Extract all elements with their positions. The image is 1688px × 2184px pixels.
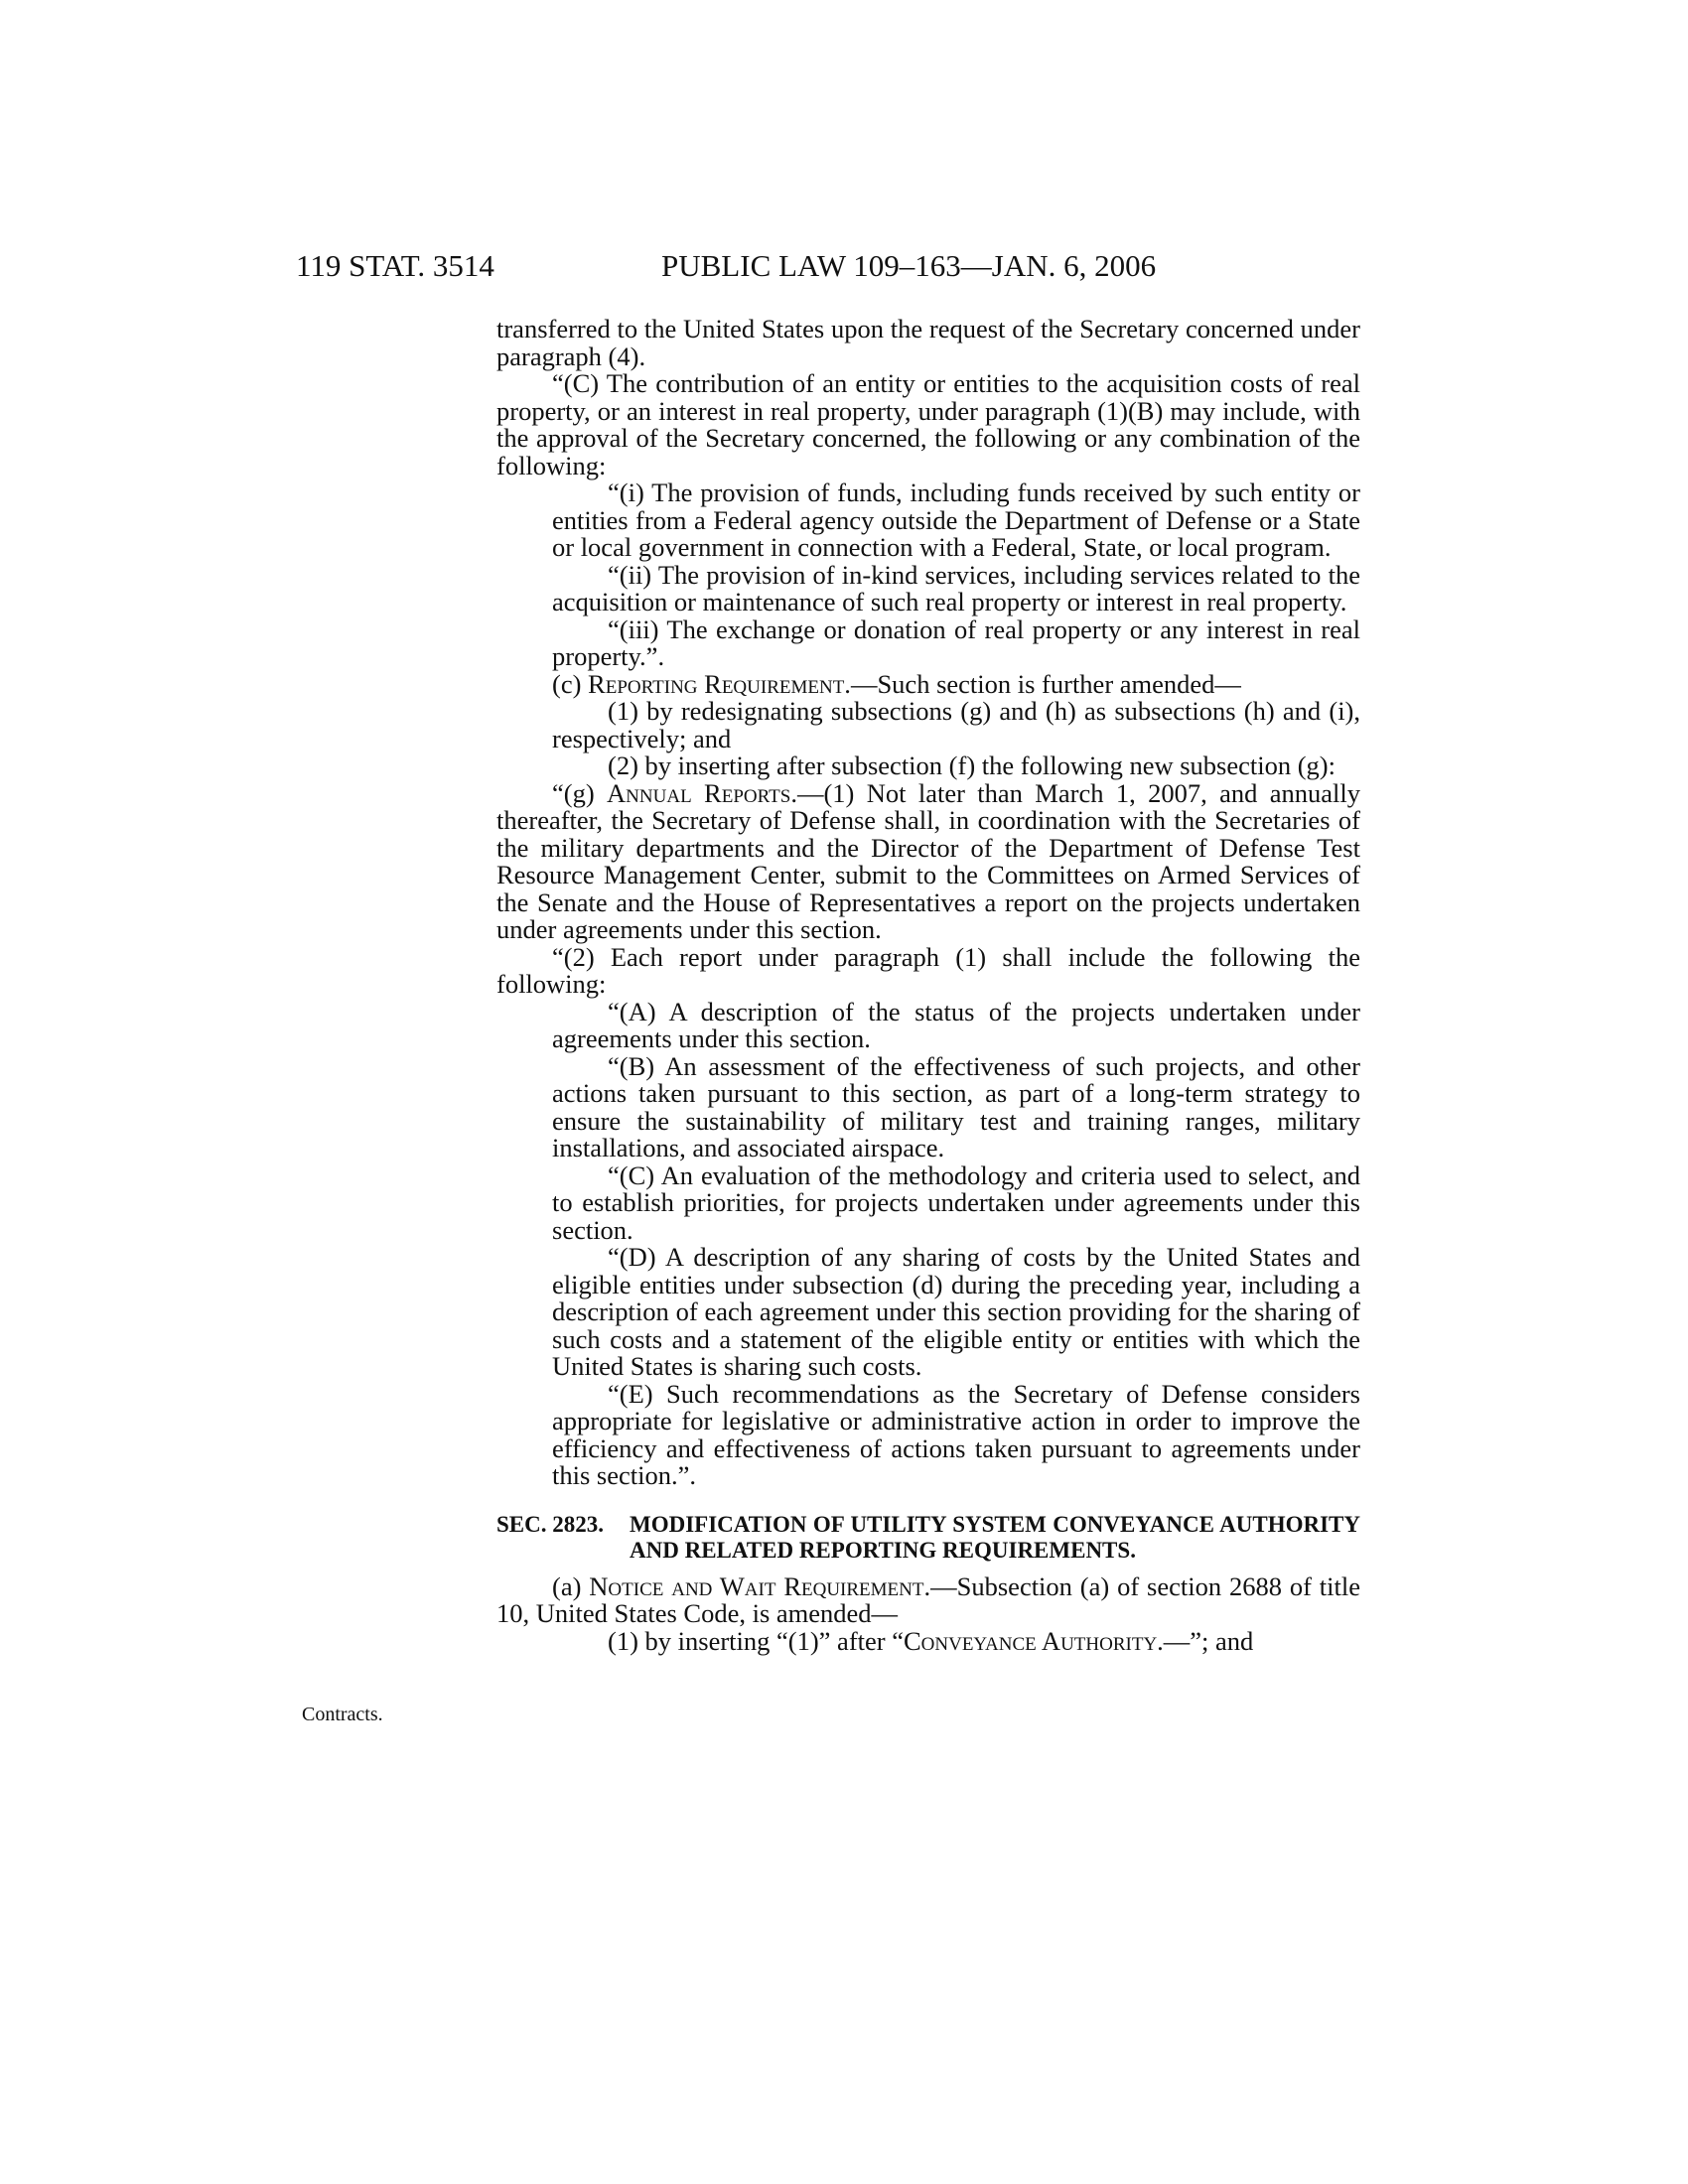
section-heading: [496, 1512, 1360, 1564]
paragraph: “(B) An assessment of the effectiveness of such projects, and other actions taken pursuant to this section, as part of a long-term strategy to ensure the sustainability of military test and training ranges, military installations, and associated airspace.: [552, 1050, 1360, 1162]
paragraph: (1) by redesignating subsections (g) and (h) as subsections (h) and (i), respectively; and: [552, 696, 1360, 753]
page-reference: 119 STAT. 3514: [296, 248, 494, 283]
paragraph: “(iii) The exchange or donation of real property or any interest in real property.”.: [552, 614, 1360, 671]
subsection-c: [496, 668, 1360, 699]
subsection-heading: Annual Reports.: [607, 777, 797, 808]
subsection-label: (c): [552, 668, 589, 699]
paragraph: “(E) Such recommendations as the Secretary of Defense considers appropriate for legislative or administrative action in order to improve the efficiency and effectiveness of actions taken pursuant to agreements under this section.”.: [552, 1378, 1360, 1490]
subsection-heading: Notice and Wait Requirement.: [589, 1570, 931, 1601]
subsection-text: —Subsection (a) of section 2688 of title 10, United States Code, is amended—: [496, 1570, 1360, 1628]
subsection-g: [496, 777, 1360, 944]
subsection-text: —(1) Not later than March 1, 2007, and annually thereafter, the Secretary of Defense shall, in coordination with the Secretaries of the military departments and the Director of the Department of Defense Test Resource Management Center, submit to the Committees on Armed Services of the Senate and the House of Representatives a report on the projects undertaken under agreements under this section.: [496, 777, 1360, 944]
paragraph-1: [496, 1625, 1360, 1656]
running-head: PUBLIC LAW 109–163—JAN. 6, 2006: [661, 248, 1157, 283]
subsection-a: [496, 1570, 1360, 1628]
paragraph: “(A) A description of the status of the projects undertaken under agreements under this section.: [552, 996, 1360, 1053]
paragraph-text: —”; and: [1163, 1625, 1254, 1656]
paragraph: “(C) The contribution of an entity or entities to the acquisition costs of real property, or an interest in real property, under paragraph (1)(B) may include, with the approval of the Secretary concerned, the following or any combination of the following:: [496, 368, 1360, 480]
subsection-label: “(g): [552, 777, 608, 808]
section-title: MODIFICATION OF UTILITY SYSTEM CONVEYANCE AUTHORITY AND RELATED REPORTING REQUIREMENTS.: [630, 1511, 1360, 1563]
paragraph: “(2) Each report under paragraph (1) shall include the following the following:: [496, 941, 1360, 999]
paragraph: transferred to the United States upon the request of the Secretary concerned under paragraph (4).: [496, 314, 1360, 371]
statute-body: [496, 316, 1360, 1655]
paragraph: “(C) An evaluation of the methodology and criteria used to select, and to establish priorities, for projects undertaken under agreements under this section.: [552, 1160, 1360, 1245]
section-number: SEC. 2823.: [496, 1511, 604, 1537]
subsection-text: —Such section is further amended—: [850, 668, 1241, 699]
paragraph: (2) by inserting after subsection (f) the following new subsection (g):: [608, 751, 1336, 780]
margin-note: Contracts.: [302, 1704, 383, 1725]
paragraph: “(i) The provision of funds, including funds received by such entity or entities from a Federal agency outside the Department of Defense or a State or local government in connection with a Federal, State, or local program.: [552, 478, 1360, 562]
page-header: [0, 248, 1688, 288]
paragraph-text: (1) by inserting “(1)” after “: [608, 1625, 904, 1656]
subsection-heading: Reporting Requirement.: [588, 668, 851, 699]
paragraph: “(D) A description of any sharing of costs by the United States and eligible entities under subsection (d) during the preceding year, including a description of each agreement under this section providing for the sharing of such costs and a statement of the eligible entity or entities with which the United States is sharing such costs.: [552, 1242, 1360, 1381]
paragraph: “(ii) The provision of in-kind services, including services related to the acquisition or maintenance of such real property or interest in real property.: [552, 559, 1360, 616]
subsection-label: (a): [552, 1570, 590, 1601]
quoted-heading: Conveyance Authority.: [903, 1625, 1164, 1656]
